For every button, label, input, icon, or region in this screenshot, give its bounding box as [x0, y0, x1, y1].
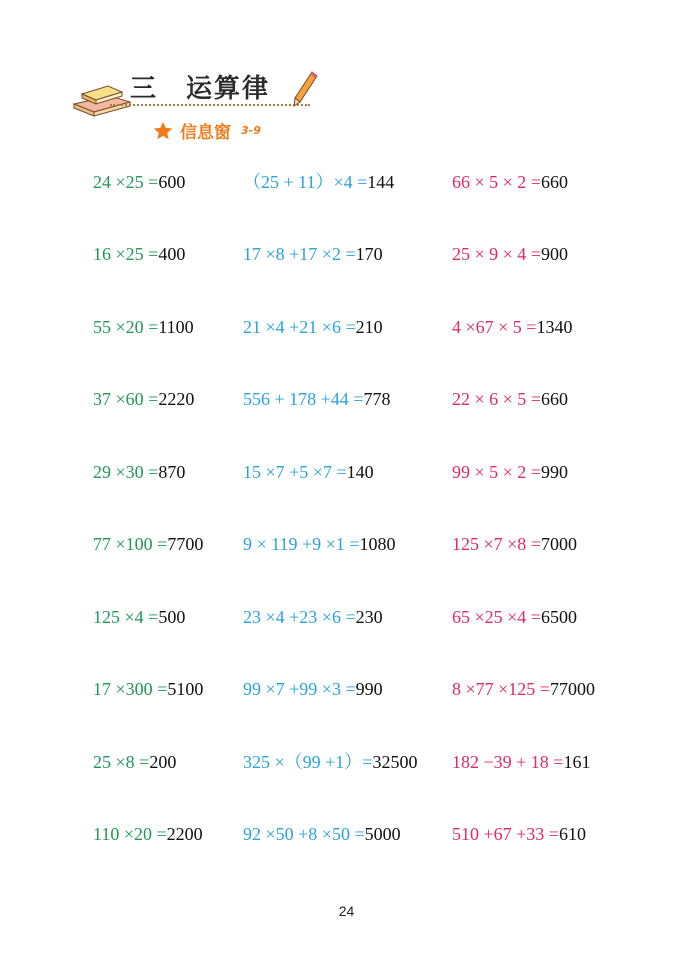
answer: 610 [558, 824, 586, 844]
chapter-title: 运算律 [186, 74, 271, 104]
answer: 210 [355, 317, 383, 337]
exercise-row [0, 387, 693, 411]
expression: 55 ×20 = [93, 317, 159, 337]
answer: 5100 [167, 679, 204, 699]
exercise-row [0, 605, 693, 629]
answer: 200 [149, 752, 177, 772]
answer: 990 [540, 462, 568, 482]
answer: 230 [355, 607, 383, 627]
exercise-row [0, 315, 693, 339]
answer: 400 [158, 244, 186, 264]
expression: 556 + 178 +44 = [243, 389, 364, 409]
expression: 9 × 119 +9 ×1 = [243, 534, 360, 554]
exercise-row [0, 170, 693, 194]
answer: 170 [355, 244, 383, 264]
exercise-item [93, 170, 185, 194]
expression: 24 ×25 = [93, 172, 159, 192]
exercise-row [0, 822, 693, 846]
exercise-item [93, 822, 203, 846]
answer: 500 [158, 607, 186, 627]
answer: 7700 [167, 534, 204, 554]
answer: 6500 [540, 607, 577, 627]
exercise-item [93, 460, 185, 484]
answer: 77000 [549, 679, 595, 699]
expression: 99 × 5 × 2 = [452, 462, 541, 482]
exercise-row [0, 460, 693, 484]
exercise-item [93, 315, 194, 339]
answer: 144 [367, 172, 395, 192]
answer: 5000 [364, 824, 401, 844]
info-window-label: 信息窗 [180, 123, 231, 143]
exercise-item [93, 605, 185, 629]
expression: 125 ×4 = [93, 607, 159, 627]
expression: 99 ×7 +99 ×3 = [243, 679, 356, 699]
expression: 16 ×25 = [93, 244, 159, 264]
expression: 21 ×4 +21 ×6 = [243, 317, 356, 337]
chapter-number: 三 [130, 74, 159, 104]
answer: 140 [346, 462, 374, 482]
exercise-row [0, 532, 693, 556]
exercise-item [243, 315, 383, 339]
exercise-item [452, 822, 586, 846]
answer: 1080 [359, 534, 396, 554]
expression: 110 ×20 = [93, 824, 167, 844]
exercise-item [93, 677, 203, 701]
expression: 37 ×60 = [93, 389, 159, 409]
exercise-row [0, 750, 693, 774]
exercise-row [0, 677, 693, 701]
expression: 77 ×100 = [93, 534, 168, 554]
exercise-item [452, 750, 590, 774]
expression: 65 ×25 ×4 = [452, 607, 541, 627]
exercise-item [93, 242, 185, 266]
expression: 8 ×77 ×125 = [452, 679, 550, 699]
answer: 870 [158, 462, 186, 482]
answer: 161 [563, 752, 591, 772]
exercise-item [452, 242, 568, 266]
exercise-item [93, 532, 203, 556]
answer: 32500 [372, 752, 418, 772]
exercise-item [452, 605, 577, 629]
exercise-item [93, 387, 194, 411]
expression: 182 −39 + 18 = [452, 752, 564, 772]
expression: （25 + 11）×4 = [243, 172, 368, 192]
expression: 325 ×（99 +1）= [243, 752, 373, 772]
exercise-item [93, 750, 176, 774]
answer: 778 [363, 389, 391, 409]
answer: 2220 [158, 389, 195, 409]
exercise-item [243, 460, 374, 484]
exercise-item [243, 605, 383, 629]
exercise-item [452, 460, 568, 484]
answer: 900 [540, 244, 568, 264]
exercise-item [452, 170, 568, 194]
exercise-item [452, 315, 572, 339]
expression: 510 +67 +33 = [452, 824, 559, 844]
answer: 660 [540, 389, 568, 409]
expression: 66 × 5 × 2 = [452, 172, 541, 192]
answer: 7000 [540, 534, 577, 554]
expression: 23 ×4 +23 ×6 = [243, 607, 356, 627]
expression: 25 ×8 = [93, 752, 150, 772]
exercise-item [243, 677, 383, 701]
exercise-item [452, 677, 595, 701]
answer: 1100 [158, 317, 194, 337]
exercise-item [452, 387, 568, 411]
expression: 17 ×300 = [93, 679, 168, 699]
exercise-item [243, 242, 383, 266]
info-window-code: 3-9 [241, 124, 261, 137]
expression: 4 ×67 × 5 = [452, 317, 537, 337]
expression: 17 ×8 +17 ×2 = [243, 244, 356, 264]
exercise-item [452, 532, 577, 556]
expression: 15 ×7 +5 ×7 = [243, 462, 347, 482]
exercise-item [243, 170, 394, 194]
exercise-item [243, 822, 401, 846]
expression: 92 ×50 +8 ×50 = [243, 824, 365, 844]
exercise-item [243, 750, 417, 774]
expression: 25 × 9 × 4 = [452, 244, 541, 264]
exercise-row [0, 242, 693, 266]
expression: 29 ×30 = [93, 462, 159, 482]
page-number: 24 [338, 903, 355, 919]
answer: 990 [355, 679, 383, 699]
answer: 2200 [166, 824, 203, 844]
expression: 22 × 6 × 5 = [452, 389, 541, 409]
expression: 125 ×7 ×8 = [452, 534, 541, 554]
answer: 1340 [536, 317, 573, 337]
answer: 660 [540, 172, 568, 192]
exercise-item [243, 532, 395, 556]
exercise-item [243, 387, 390, 411]
answer: 600 [158, 172, 186, 192]
